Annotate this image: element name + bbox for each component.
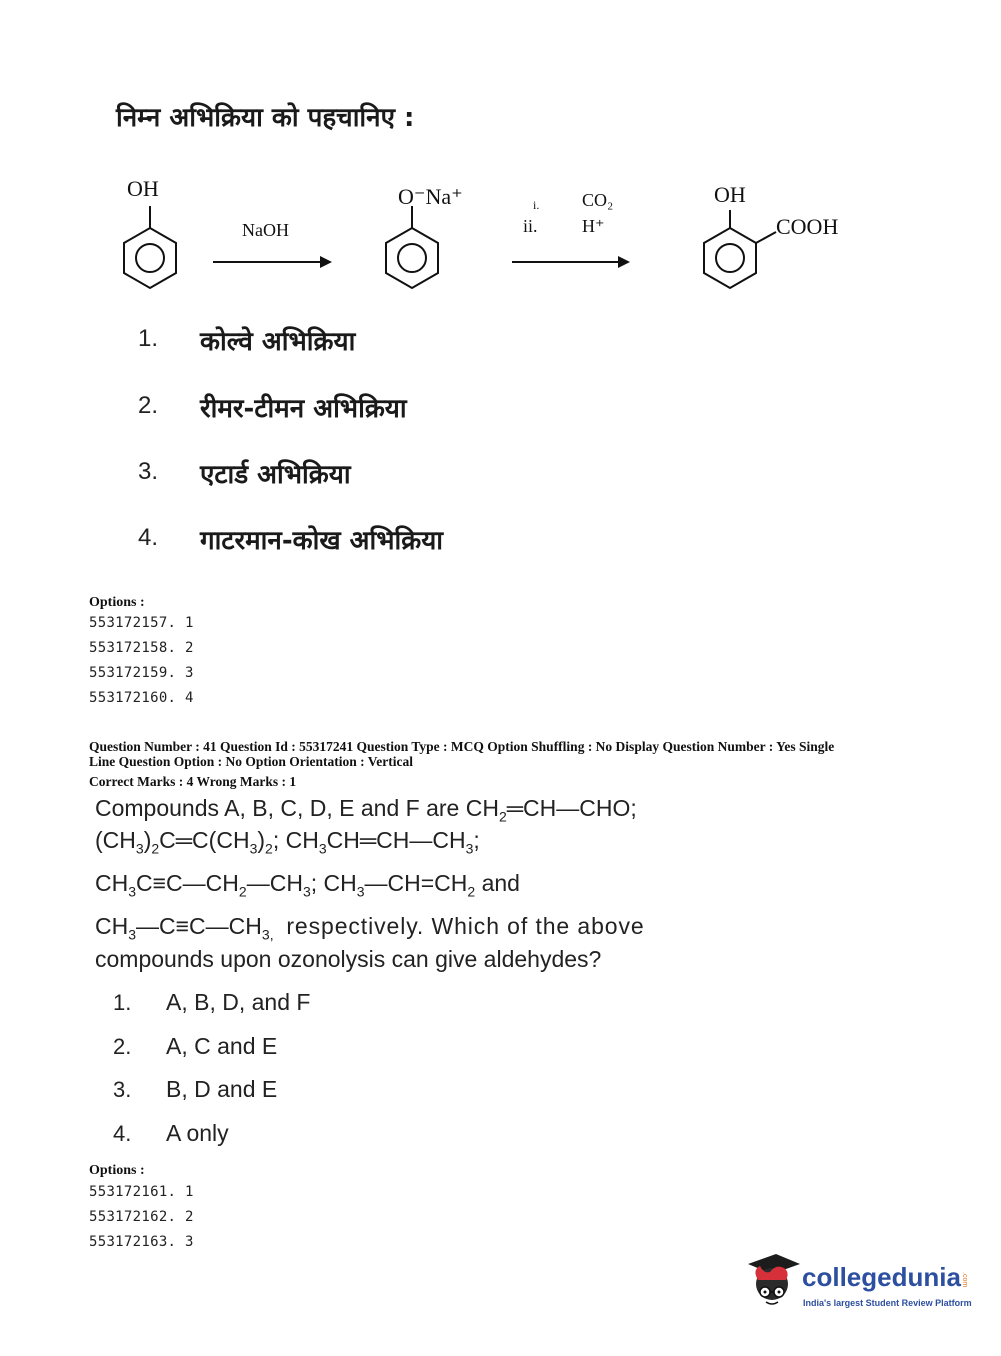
q41-choice-1-num: 1. [113, 990, 132, 1015]
q41-option-id-2: 553172162. 2 [89, 1209, 194, 1225]
phenol-oh-label: OH [127, 176, 159, 201]
q40-choice-3-num: 3. [138, 458, 159, 485]
reagent-h-plus: H⁺ [582, 216, 605, 236]
q41-text-a: Compounds A, B, C, D, E and F are [95, 795, 460, 821]
q40-choice-4-text: गाटरमान-कोख अभिक्रिया [200, 526, 444, 556]
reagent-co2: CO₂ [582, 190, 614, 210]
q41-choice-4-num: 4. [113, 1121, 132, 1146]
q41-option-id-3: 553172163. 3 [89, 1234, 194, 1250]
phenoxide-label: O⁻Na⁺ [398, 184, 463, 209]
q41-choice-3-text: B, D and E [166, 1076, 278, 1102]
mascot-icon [742, 1250, 802, 1312]
q41-choice-3-num: 3. [113, 1077, 132, 1102]
q41-choice-2-num: 2. [113, 1034, 132, 1059]
product-ring [704, 228, 756, 288]
logo-tagline: India's largest Student Review Platform [803, 1298, 972, 1308]
question-40-text: निम्न अभिक्रिया को पहचानिए : [116, 103, 415, 133]
q41-meta-line-2: Line Question Option : No Option Orientation : Vertical [89, 754, 414, 769]
q41-text-respectively: respectively. Which of the above [286, 913, 645, 939]
q40-choice-1-text: कोल्वे अभिक्रिया [200, 327, 356, 357]
arrow-2-head [618, 256, 630, 268]
q41-option-id-1: 553172161. 1 [89, 1184, 194, 1200]
logo-com: .com [961, 1272, 968, 1288]
product-ring-circle [716, 244, 744, 272]
q41-meta-line-1: Question Number : 41 Question Id : 55317241 Question Type : MCQ Option Shuffling : No Display Question Number : Yes Single [89, 739, 835, 754]
logo-name: collegedunia [802, 1262, 961, 1292]
q40-choice-2-text: रीमर-टीमन अभिक्रिया [200, 394, 407, 424]
q40-option-id-1: 553172157. 1 [89, 615, 194, 631]
phenoxide-ring [386, 228, 438, 288]
q41-options-label: Options : [89, 1163, 145, 1178]
reagent-naoh: NaOH [242, 220, 289, 240]
q41-line-2: $(CH_3)_2C═C(CH_3)_2$; $CH_3CH═CH—CH_3$; [95, 827, 480, 857]
product-cooh-bond [756, 232, 776, 243]
q40-choice-4-num: 4. [138, 524, 159, 551]
q41-choice-2-text: A, C and E [166, 1033, 278, 1059]
step-i-label: i. [533, 198, 540, 212]
q40-options-label: Options : [89, 595, 145, 610]
q41-line-5: compounds upon ozonolysis can give aldehydes? [95, 946, 602, 972]
q40-option-id-3: 553172159. 3 [89, 665, 194, 681]
q40-choice-2-num: 2. [138, 392, 159, 419]
q41-meta-line-3: Correct Marks : 4 Wrong Marks : 1 [89, 774, 297, 789]
product-oh-label: OH [714, 182, 746, 207]
arrow-1-head [320, 256, 332, 268]
q40-option-id-4: 553172160. 4 [89, 690, 194, 706]
phenol-ring-circle [136, 244, 164, 272]
product-cooh-label: COOH [776, 214, 839, 239]
q40-option-id-2: 553172158. 2 [89, 640, 194, 656]
q41-choice-4-text: A only [166, 1120, 229, 1146]
phenoxide-ring-circle [398, 244, 426, 272]
q40-choice-1-num: 1. [138, 325, 159, 352]
q40-choice-3-text: एटार्ड अभिक्रिया [200, 460, 351, 490]
phenol-ring [124, 228, 176, 288]
step-ii-label: ii. [523, 216, 538, 236]
q41-choice-1-text: A, B, D, and F [166, 989, 311, 1015]
q41-line-3: $CH_3C\equiv C—CH_2—CH_3$; $CH_3—CH=CH_2$ and [95, 870, 520, 900]
q41-line-1: Compounds A, B, C, D, E and F are $CH_2═CH—CHO$; [95, 795, 637, 825]
q41-line-4: $CH_3—C\equiv C—CH_{3,}$ respectively. Which of the above [95, 913, 645, 943]
collegedunia-logo [742, 1250, 972, 1320]
